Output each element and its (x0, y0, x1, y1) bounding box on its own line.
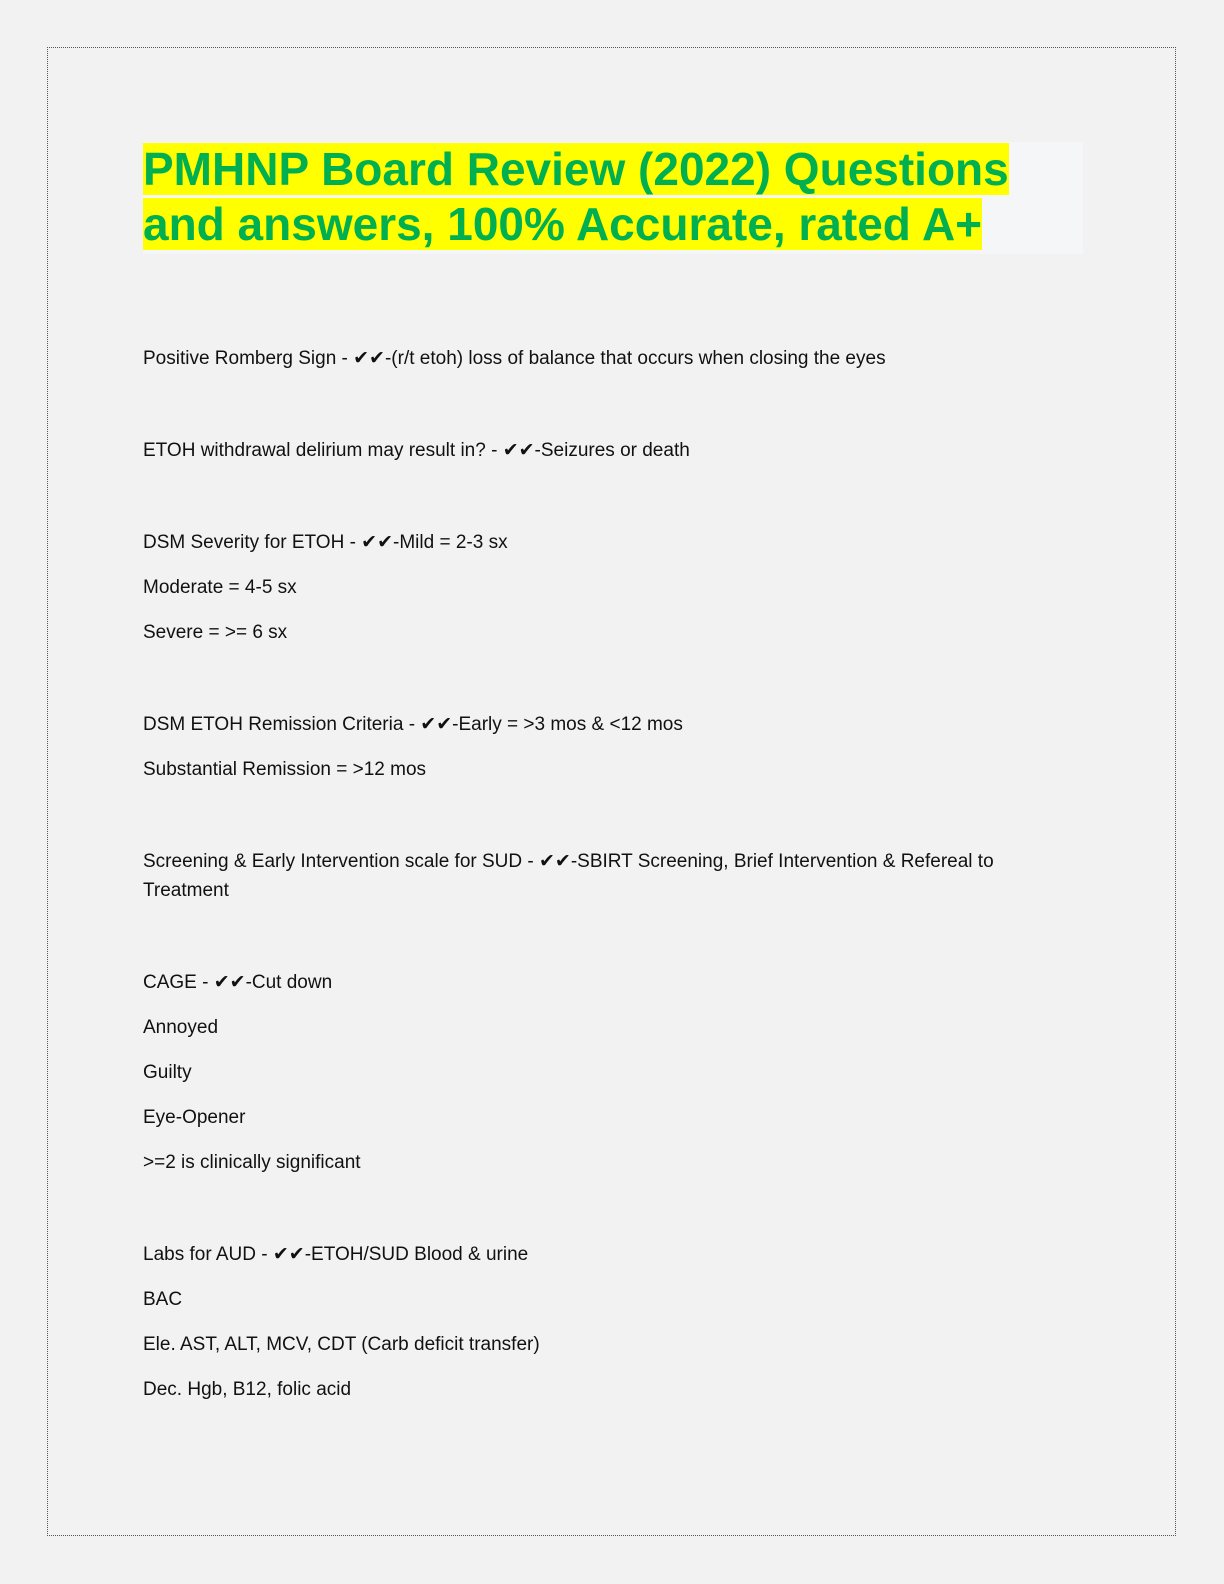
entry-remission: DSM ETOH Remission Criteria - ✔✔-Early = >3 mos & <12 mos (143, 714, 683, 735)
title-block (143, 142, 1083, 254)
qa-content (143, 344, 1043, 1404)
entry-cage-significance: >=2 is clinically significant (143, 1152, 361, 1173)
entry-cage-guilty: Guilty (143, 1062, 192, 1083)
document-title (143, 142, 1083, 252)
entry-cage-annoyed: Annoyed (143, 1017, 219, 1038)
entry-dsm-severity-moderate: Moderate = 4-5 sx (143, 577, 297, 598)
entry-withdrawal: ETOH withdrawal delirium may result in? - ✔✔-Seizures or death (143, 440, 690, 461)
entry-labs: Labs for AUD - ✔✔-ETOH/SUD Blood & urine (143, 1244, 529, 1265)
entry-remission-substantial: Substantial Remission = >12 mos (143, 759, 427, 780)
entry-dsm-severity-severe: Severe = >= 6 sx (143, 622, 288, 643)
entry-labs-decreased: Dec. Hgb, B12, folic acid (143, 1379, 352, 1400)
title-highlight: PMHNP Board Review (2022) Questions and answers, 100% Accurate, rated A+ (143, 143, 1009, 250)
entry-cage: CAGE - ✔✔-Cut down (143, 972, 333, 993)
entry-sbirt: Screening & Early Intervention scale for SUD - ✔✔-SBIRT Screening, Brief Intervention & Refereal to Treatment (143, 851, 994, 901)
entry-dsm-severity: DSM Severity for ETOH - ✔✔-Mild = 2-3 sx (143, 532, 508, 553)
entry-labs-elevated: Ele. AST, ALT, MCV, CDT (Carb deficit transfer) (143, 1334, 540, 1355)
entry-romberg: Positive Romberg Sign - ✔✔-(r/t etoh) loss of balance that occurs when closing the eyes (143, 348, 886, 369)
entry-labs-bac: BAC (143, 1289, 183, 1310)
entry-cage-eye-opener: Eye-Opener (143, 1107, 246, 1128)
